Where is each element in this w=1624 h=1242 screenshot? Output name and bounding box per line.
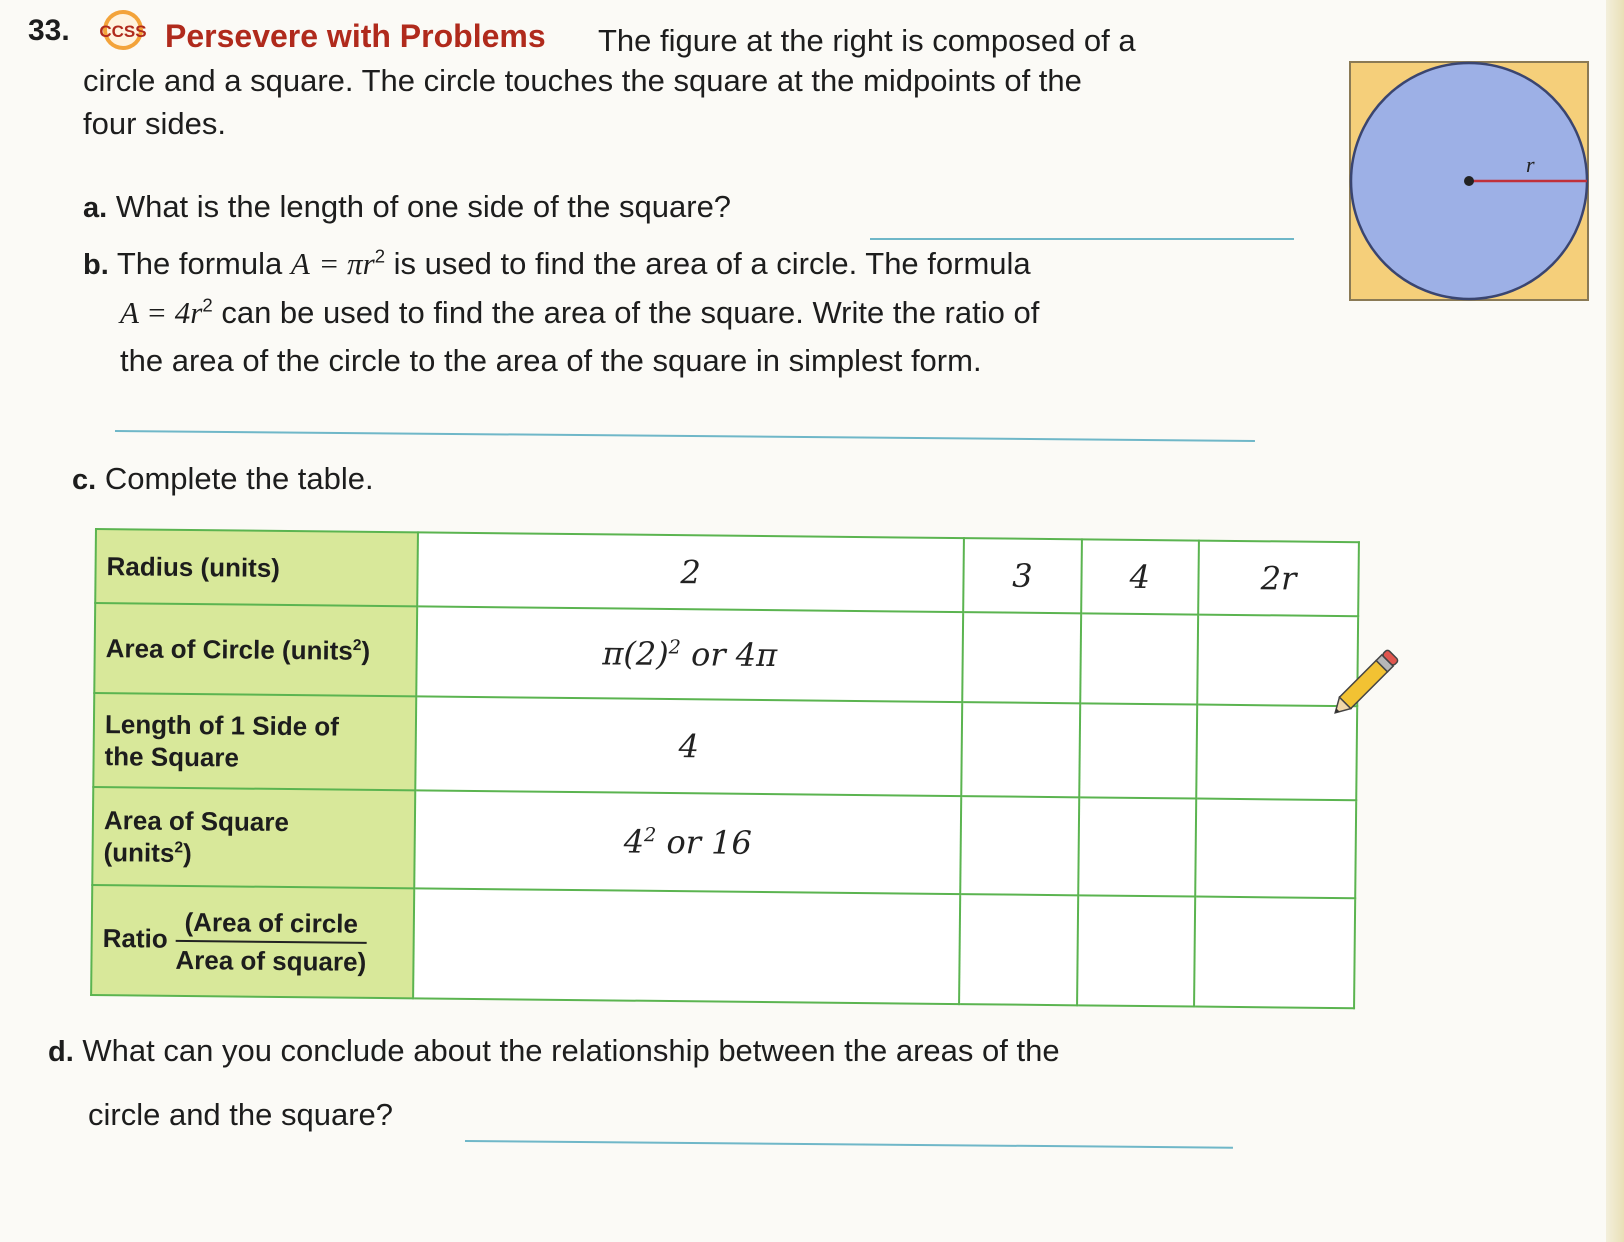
row-header-square-area <box>92 787 415 888</box>
cell-value: or 4π <box>680 635 778 675</box>
table-row <box>95 529 1359 616</box>
empty-answer-cell[interactable] <box>1080 613 1198 704</box>
answer-line-d[interactable] <box>465 1140 1233 1149</box>
radius-value: 3 <box>963 538 1081 613</box>
cell-value: or 16 <box>656 822 753 862</box>
page-edge <box>1606 0 1624 1242</box>
fraction-numerator: (Area of circle <box>176 906 367 944</box>
ccss-badge <box>92 8 154 52</box>
row-header-text: Ratio <box>102 922 168 954</box>
row-header-text: Length of 1 Side of <box>104 709 340 742</box>
empty-answer-cell[interactable] <box>1077 895 1196 1006</box>
row-header-circle-area <box>94 603 417 696</box>
empty-answer-cell[interactable] <box>1194 897 1355 1009</box>
part-b-text: is used to find the area of a circle. The formula <box>393 246 1031 281</box>
row-header-exponent: 2 <box>174 839 184 857</box>
table-row <box>91 885 1355 1008</box>
table-row <box>94 603 1358 706</box>
part-b-text: can be used to find the area of the square. Write the ratio of <box>221 295 1040 330</box>
circle-area-cell[interactable] <box>416 606 963 702</box>
empty-answer-cell[interactable] <box>1079 703 1197 798</box>
formula-circle-area: = πr <box>318 246 375 281</box>
table-row <box>93 693 1357 800</box>
part-d-line-2: circle and the square? <box>88 1097 394 1132</box>
formula-square-area: A = 4r <box>120 295 203 330</box>
cell-value: π(2) <box>602 634 669 674</box>
row-header-side-length <box>93 693 416 790</box>
radius-value: 2r <box>1198 541 1359 617</box>
part-a-letter: a. <box>83 192 108 224</box>
data-table <box>90 528 1360 1009</box>
practice-title: Persevere with Problems <box>165 18 546 54</box>
intro-text: The figure at the right is composed of a <box>598 23 1136 58</box>
row-header-ratio <box>91 885 414 998</box>
part-b-line-1 <box>83 243 1031 286</box>
row-header-text: ) <box>361 635 371 666</box>
radius-value: 2 <box>417 532 964 612</box>
row-header-text: the Square <box>104 741 240 773</box>
problem-number: 33. <box>28 14 70 47</box>
center-point <box>1464 176 1474 186</box>
part-d-line-1 <box>48 1030 1060 1073</box>
formula-exponent: 2 <box>374 245 386 267</box>
row-header-text: ) <box>182 837 192 869</box>
part-c-text: Complete the table. <box>104 461 374 496</box>
formula-exponent: 2 <box>202 294 213 316</box>
radius-label: r <box>1526 152 1535 177</box>
empty-answer-cell[interactable] <box>960 796 1079 895</box>
part-c-instruction <box>72 458 374 501</box>
empty-answer-cell[interactable] <box>961 702 1079 797</box>
answer-line-a[interactable] <box>870 238 1294 240</box>
cell-exponent: 2 <box>668 635 682 659</box>
row-header-radius: Radius (units) <box>95 529 418 606</box>
row-header-text: (units <box>103 837 175 868</box>
radius-value: 4 <box>1081 539 1199 614</box>
fraction-denominator: Area of square) <box>175 944 367 977</box>
empty-answer-cell[interactable] <box>1195 799 1356 899</box>
circle-in-square-figure <box>1348 60 1592 304</box>
square-area-cell[interactable] <box>414 790 961 894</box>
intro-text: four sides. <box>83 106 227 141</box>
formula-a: A <box>290 246 310 281</box>
part-d-text: What can you conclude about the relationship between the areas of the <box>82 1033 1060 1068</box>
part-a-question <box>83 186 731 229</box>
empty-answer-cell[interactable] <box>1078 797 1197 896</box>
intro-text: circle and a square. The circle touches the square at the midpoints of the <box>83 63 1082 98</box>
empty-answer-cell[interactable] <box>959 894 1078 1005</box>
part-b-line-3: the area of the circle to the area of the square in simplest form. <box>120 343 982 378</box>
part-d-letter: d. <box>48 1036 74 1068</box>
part-b-text: The formula <box>116 246 283 281</box>
side-length-cell[interactable]: 4 <box>415 696 962 796</box>
part-a-text: What is the length of one side of the square? <box>115 189 732 224</box>
row-header-exponent: 2 <box>352 637 362 655</box>
table-row <box>92 787 1356 898</box>
ccss-badge-label: CCSS <box>99 22 147 41</box>
row-header-text: Area of Circle (units <box>105 633 353 666</box>
empty-answer-cell[interactable] <box>413 888 960 1004</box>
cell-exponent: 2 <box>643 823 657 847</box>
pencil-icon <box>1326 640 1408 722</box>
row-header-text: Area of Square <box>103 805 290 838</box>
cell-value: 4 <box>623 822 645 861</box>
answer-line-b[interactable] <box>115 430 1255 442</box>
part-c-letter: c. <box>72 464 97 496</box>
part-b-letter: b. <box>83 249 109 281</box>
empty-answer-cell[interactable] <box>962 612 1080 703</box>
part-b-line-2 <box>120 292 1039 334</box>
ratio-fraction <box>175 906 366 978</box>
